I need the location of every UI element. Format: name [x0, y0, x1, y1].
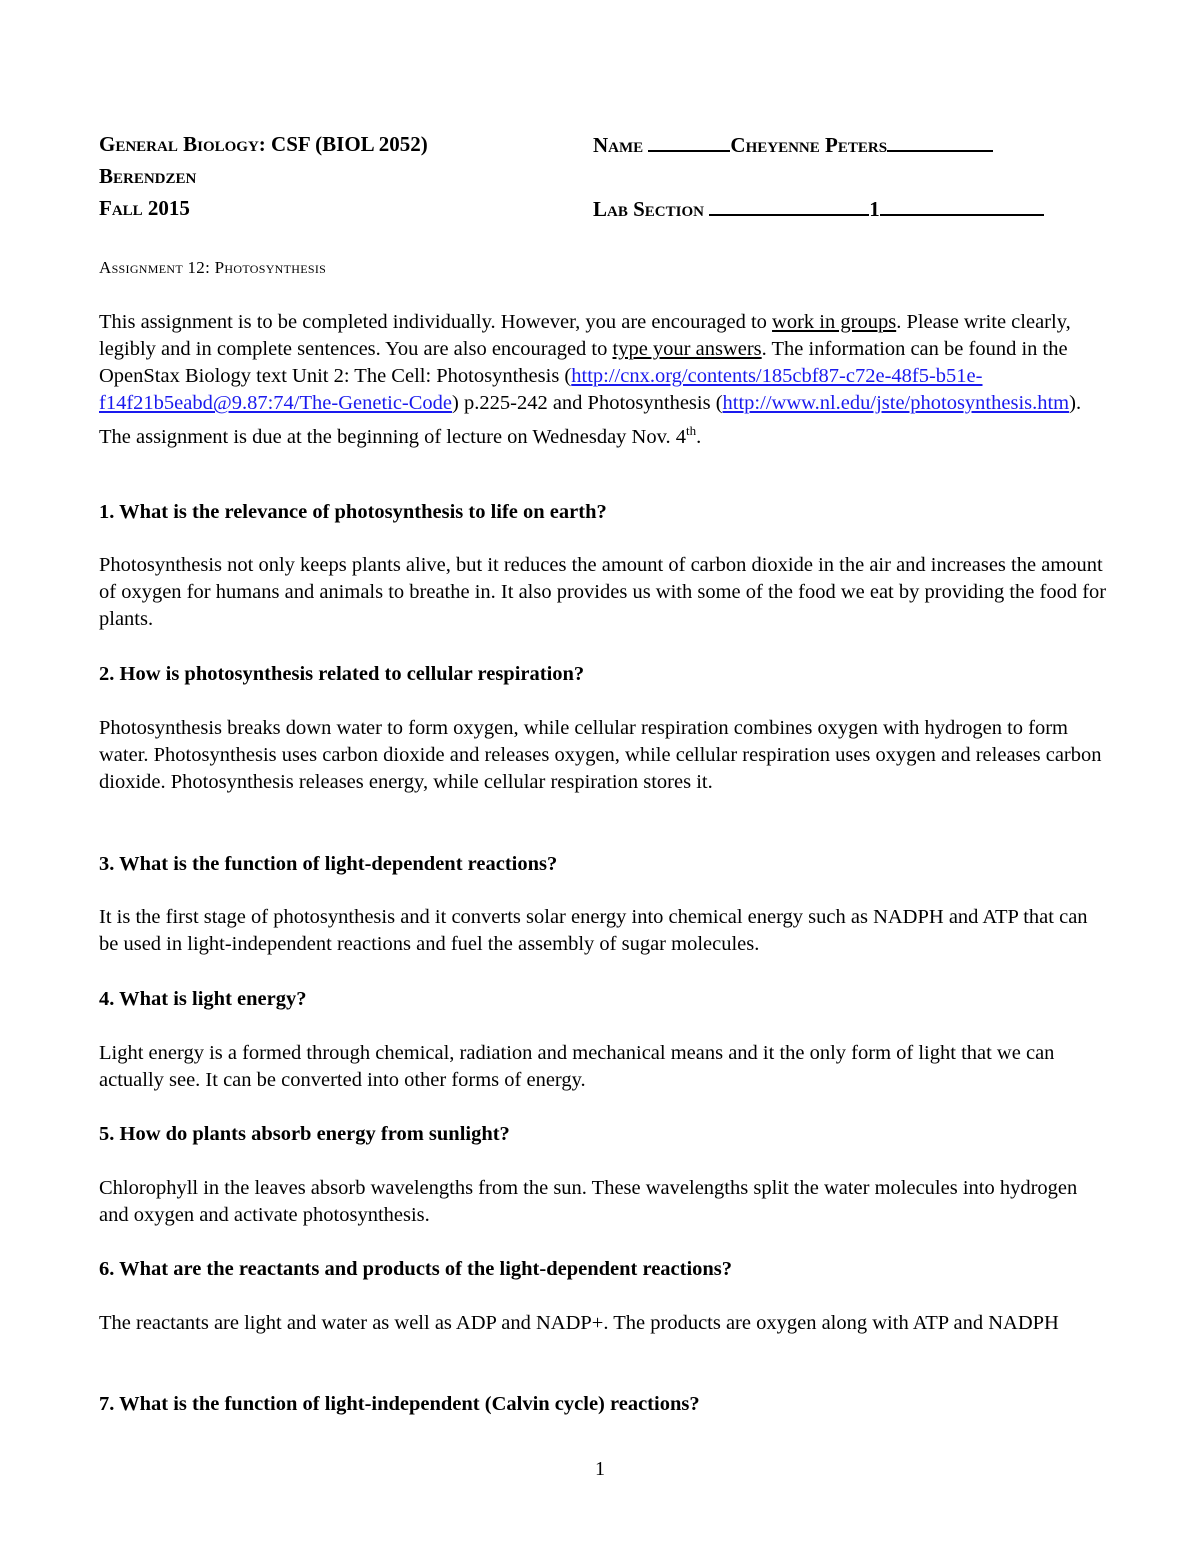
question-2: 2. How is photosynthesis related to cellular respiration? — [99, 663, 585, 685]
page-number: 1 — [595, 1458, 605, 1480]
answer-2: Photosynthesis breaks down water to form oxygen, while cellular respiration combines oxygen with hydrogen to form water. Photosynthesis uses carbon dioxide and releases oxygen, while cellular respiration uses oxygen and releases carbon dioxide. Photosynthesis releases energy, while cellular respiration stores it. — [99, 717, 1102, 793]
lab-section-value: 1 — [869, 197, 880, 221]
intro-text-3: . The information can be found in the OpenStax Biology text Unit 2: The Cell: Photosynthesis ( — [99, 338, 1068, 387]
intro-text-5: ). The assignment is due at the beginning of lecture on Wednesday Nov. 4 — [99, 392, 1082, 448]
question-7: 7. What is the function of light-independent (Calvin cycle) reactions? — [99, 1393, 700, 1415]
term: Fall 2015 — [99, 196, 190, 220]
course-title: General Biology: CSF (BIOL 2052) — [99, 132, 428, 156]
intro-text-1: This assignment is to be completed individually. However, you are encouraged to — [99, 311, 773, 333]
answer-5: Chlorophyll in the leaves absorb wavelengths from the sun. These wavelengths split the water molecules into hydrogen and oxygen and activate photosynthesis. — [99, 1177, 1078, 1226]
question-5: 5. How do plants absorb energy from sunlight? — [99, 1123, 510, 1145]
nl-edu-link[interactable]: http://www.nl.edu/jste/photosynthesis.htm — [722, 392, 1070, 414]
type-answers-text: type your answers — [612, 338, 762, 360]
instructor-name: Berendzen — [99, 164, 197, 188]
question-6: 6. What are the reactants and products of the light-dependent reactions? — [99, 1258, 733, 1280]
answer-4: Light energy is a formed through chemical, radiation and mechanical means and it the only form of light that we can actually see. It can be converted into other forms of energy. — [99, 1042, 1055, 1091]
name-label: Name — [593, 133, 644, 157]
lab-blank-right — [880, 194, 1044, 216]
lab-section-field — [593, 194, 1044, 223]
answer-3: It is the first stage of photosynthesis and it converts solar energy into chemical energy such as NADPH and ATP that can be used in light-independent reactions and fuel the assembly of sugar molecules. — [99, 906, 1088, 955]
work-in-groups-text: work in groups — [772, 311, 897, 333]
intro-text-2: . Please write clearly, legibly and in complete sentences. You are also encouraged to — [99, 311, 1071, 360]
assignment-title: Assignment 12: Photosynthesis — [99, 258, 327, 277]
question-3: 3. What is the function of light-dependent reactions? — [99, 853, 558, 875]
answer-1: Photosynthesis not only keeps plants alive, but it reduces the amount of carbon dioxide in the air and increases the amount of oxygen for humans and animals to breathe in. It also provides us with some of the food we eat by providing the food for plants. — [99, 554, 1107, 630]
question-1: 1. What is the relevance of photosynthesis to life on earth? — [99, 501, 607, 523]
lab-section-label: Lab Section — [593, 197, 704, 221]
intro-paragraph — [99, 309, 1109, 451]
question-4: 4. What is light energy? — [99, 988, 307, 1010]
intro-text-4: ) p.225-242 and Photosynthesis ( — [452, 392, 723, 414]
name-blank-right — [887, 130, 993, 152]
date-superscript: th — [686, 423, 697, 438]
lab-blank-left — [709, 194, 869, 216]
name-value: Cheyenne Peters — [730, 133, 888, 157]
name-blank-left — [648, 130, 730, 152]
intro-text-6: . — [696, 425, 702, 448]
name-field — [593, 130, 993, 159]
openstax-link[interactable]: http://cnx.org/contents/185cbf87-c72e-48f5-b51e-f14f21b5eabd@9.87:74/The-Genetic-Code — [99, 365, 983, 414]
answer-6: The reactants are light and water as well as ADP and NADP+. The products are oxygen along with ATP and NADPH — [99, 1312, 1059, 1334]
